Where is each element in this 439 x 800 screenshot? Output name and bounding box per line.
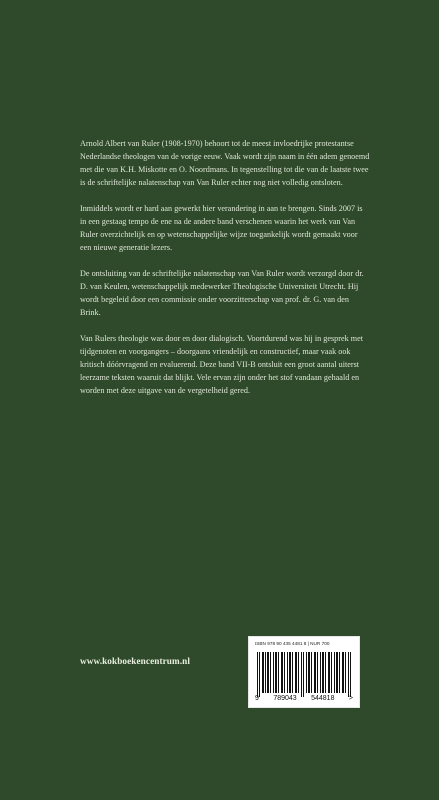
barcode-lead-digit: 9 [255,695,259,702]
blurb-paragraph-2: Inmiddels wordt er hard aan gewerkt hier verandering in aan te brengen. Sinds 2007 is in een gestaag tempo de ene na de andere band verschenen waarin het werk van Van Ruler overzichtelijk en op wetenschappelijke wijze toegankelijk wordt gemaakt voor een nieuwe generatie lezers. [80,204,363,252]
barcode-arrow: > [348,695,353,702]
isbn-text: ISBN 978 90 435 4481 8 | NUR 700 [255,641,330,646]
barcode-group-2: 544818 [311,695,335,702]
blurb-paragraph-4: Van Rulers theologie was door en door dialogisch. Voortdurend was hij in gesprek met tijdgenoten en voorgangers – doorgaans vriendelijk en constructief, maar vaak ook kritisch dóórvragend en evaluerend. Deze band VII-B ontsluit een groot aantal uiterst leerzame teksten waaruit dat blijkt. Vele ervan zijn onder het stof vandaan gehaald en worden met deze uitgave van de vergetelheid gered. [80,334,363,395]
blurb-paragraph-1: Arnold Albert van Ruler (1908-1970) behoort tot de meest invloedrijke protestantse Nederlandse theologen van de vorige eeuw. Vaak wordt zijn naam in één adem genoemd met die van K.H. Miskotte en O. Noordmans. In tegenstelling tot die van de laatste twee is de schriftelijke nalatenschap van Van Ruler echter nog niet volledig ontsloten. [80,139,370,187]
blurb-text [80,137,370,410]
barcode-box [248,636,360,708]
blurb-paragraph-3: De ontsluiting van de schriftelijke nalatenschap van Van Ruler wordt verzorgd door dr. D. van Keulen, wetenschappelijk medewerker Theologische Universiteit Utrecht. Hij wordt begeleid door een commissie onder voorzitterschap van prof. dr. G. van den Brink. [80,269,364,317]
barcode-digits [255,695,353,702]
barcode-group-1: 789043 [273,695,297,702]
publisher-website: www.kokboekencentrum.nl [80,656,191,666]
barcode-icon [257,652,353,697]
